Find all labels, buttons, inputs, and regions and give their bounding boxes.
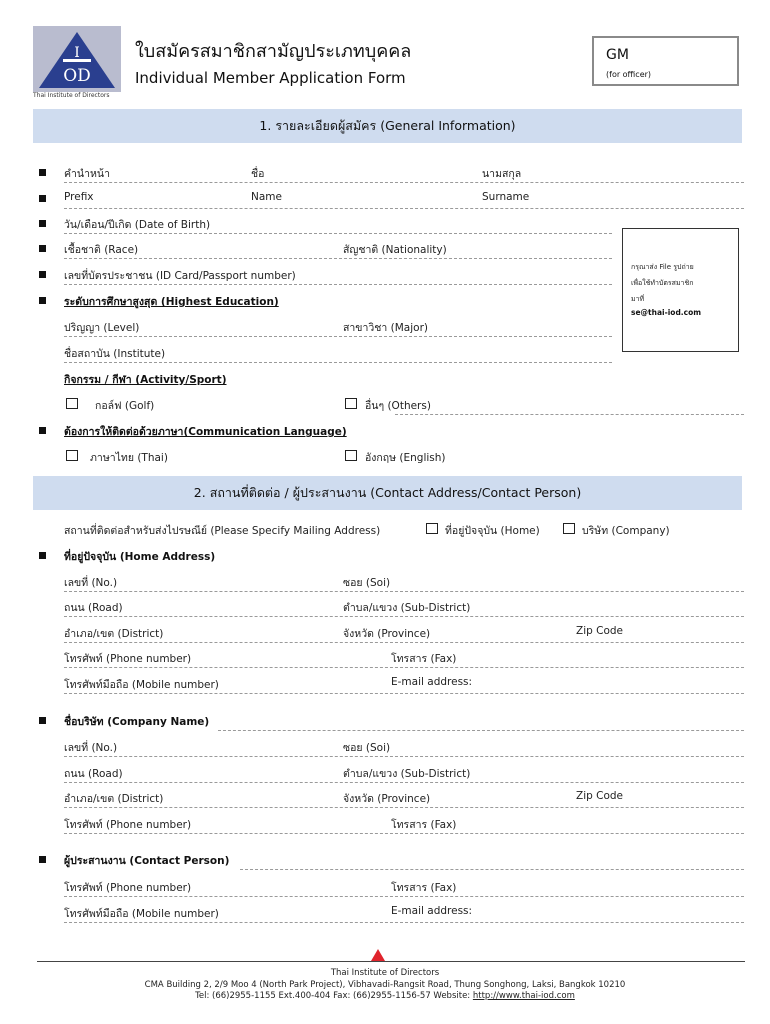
bullet xyxy=(39,427,46,434)
home-subdistrict-label: ตำบล/แขวง (Sub-District) xyxy=(343,602,471,614)
contact-phone-field[interactable] xyxy=(64,896,744,897)
company-phone-field[interactable] xyxy=(64,833,744,834)
bullet xyxy=(39,271,46,278)
golf-checkbox[interactable] xyxy=(66,398,78,409)
photo-email: se@thai-iod.com xyxy=(631,308,702,317)
bullet xyxy=(39,717,46,724)
dob-label: วัน/เดือน/ปีเกิด (Date of Birth) xyxy=(64,219,211,231)
officer-code: GM xyxy=(606,47,629,63)
section-2-header: 2. สถานที่ติดต่อ / ผู้ประสานงาน (Contact Address/Contact Person) xyxy=(33,476,742,510)
thai-name-field[interactable] xyxy=(64,182,744,183)
prefix-en-label: Prefix xyxy=(64,191,94,203)
company-name-heading: ชื่อบริษัท (Company Name) xyxy=(64,716,210,728)
photo-note-line-3: มาที่ xyxy=(631,295,645,303)
activity-heading: กิจกรรม / กีฬา (Activity/Sport) xyxy=(64,374,227,386)
photo-note-line-2: เพื่อใช้ทำบัตรสมาชิก xyxy=(631,279,694,287)
contact-phone-label: โทรศัพท์ (Phone number) xyxy=(64,882,192,894)
company-subdistrict-label: ตำบล/แขวง (Sub-District) xyxy=(343,768,471,780)
home-soi-label: ซอย (Soi) xyxy=(343,577,391,589)
id-card-field[interactable] xyxy=(64,284,612,285)
bullet xyxy=(39,195,46,202)
level-major-field[interactable] xyxy=(64,336,612,337)
company-road-label: ถนน (Road) xyxy=(64,768,123,780)
institute-label: ชื่อสถาบัน (Institute) xyxy=(64,348,166,360)
contact-mobile-label: โทรศัพท์มือถือ (Mobile number) xyxy=(64,908,219,920)
home-province-label: จังหวัด (Province) xyxy=(343,628,431,640)
home-phone-label: โทรศัพท์ (Phone number) xyxy=(64,653,192,665)
surname-th-label: นามสกุล xyxy=(482,168,522,180)
home-mobile-label: โทรศัพท์มือถือ (Mobile number) xyxy=(64,679,219,691)
section-1-header: 1. รายละเอียดผู้สมัคร (General Information) xyxy=(33,109,742,143)
others-checkbox[interactable] xyxy=(345,398,357,409)
thai-checkbox[interactable] xyxy=(66,450,78,461)
home-no-label: เลขที่ (No.) xyxy=(64,577,118,589)
english-name-field[interactable] xyxy=(64,208,744,209)
prefix-th-label: คำนำหน้า xyxy=(64,168,110,180)
company-name-field[interactable] xyxy=(218,730,744,731)
others-field[interactable] xyxy=(395,414,744,415)
dob-field[interactable] xyxy=(64,233,612,234)
officer-box xyxy=(592,36,739,86)
logo-caption: Thai Institute of Directors xyxy=(33,92,110,99)
company-province-label: จังหวัด (Province) xyxy=(343,793,431,805)
footer-divider xyxy=(37,961,745,962)
contact-fax-label: โทรสาร (Fax) xyxy=(391,882,457,894)
officer-note: (for officer) xyxy=(606,70,652,79)
company-district-label: อำเภอ/เขต (District) xyxy=(64,793,164,805)
company-phone-label: โทรศัพท์ (Phone number) xyxy=(64,819,192,831)
iod-logo xyxy=(33,26,121,92)
company-no-soi-field[interactable] xyxy=(64,756,744,757)
mailing-prompt: สถานที่ติดต่อสำหรับส่งไปรษณีย์ (Please Specify Mailing Address) xyxy=(64,525,381,537)
surname-en-label: Surname xyxy=(482,191,530,203)
education-heading: ระดับการศึกษาสูงสุด (Highest Education) xyxy=(64,296,279,308)
contact-person-heading: ผู้ประสานงาน (Contact Person) xyxy=(64,855,230,867)
photo-instruction-box xyxy=(622,228,739,352)
footer-org: Thai Institute of Directors xyxy=(330,968,440,978)
race-nationality-field[interactable] xyxy=(64,258,612,259)
bullet xyxy=(39,856,46,863)
form-title-thai: ใบสมัครสมาชิกสามัญประเภทบุคคล xyxy=(135,41,412,62)
company-soi-label: ซอย (Soi) xyxy=(343,742,391,754)
mailing-company-checkbox[interactable] xyxy=(563,523,575,534)
home-zip-label: Zip Code xyxy=(576,625,623,637)
institute-field[interactable] xyxy=(64,362,612,363)
others-label: อื่นๆ (Others) xyxy=(365,400,431,412)
iod-logo-mark xyxy=(33,26,121,92)
home-mobile-field[interactable] xyxy=(64,693,744,694)
id-card-label: เลขที่บัตรประชาชน (ID Card/Passport number) xyxy=(64,270,296,282)
company-road-field[interactable] xyxy=(64,782,744,783)
company-fax-label: โทรสาร (Fax) xyxy=(391,819,457,831)
bullet xyxy=(39,220,46,227)
footer-marker-icon xyxy=(371,949,385,961)
mailing-company-label: บริษัท (Company) xyxy=(582,525,670,537)
mailing-home-checkbox[interactable] xyxy=(426,523,438,534)
logo-letter-i: I xyxy=(74,45,80,61)
english-label: อังกฤษ (English) xyxy=(365,452,446,464)
photo-note-line-1: กรุณาส่ง File รูปถ่าย xyxy=(631,263,694,271)
footer-website-link[interactable]: http://www.thai-iod.com xyxy=(472,991,575,1001)
contact-email-label: E-mail address: xyxy=(391,905,473,917)
thai-label: ภาษาไทย (Thai) xyxy=(90,452,168,464)
bullet xyxy=(39,297,46,304)
english-checkbox[interactable] xyxy=(345,450,357,461)
footer-contact xyxy=(0,991,770,1001)
company-no-label: เลขที่ (No.) xyxy=(64,742,118,754)
home-email-label: E-mail address: xyxy=(391,676,473,688)
home-district-field[interactable] xyxy=(64,642,744,643)
home-district-label: อำเภอ/เขต (District) xyxy=(64,628,164,640)
contact-person-field[interactable] xyxy=(240,869,744,870)
race-label: เชื้อชาติ (Race) xyxy=(64,244,139,256)
name-th-label: ชื่อ xyxy=(251,168,265,180)
bullet xyxy=(39,169,46,176)
level-label: ปริญญา (Level) xyxy=(64,322,140,334)
bullet xyxy=(39,245,46,252)
home-no-soi-field[interactable] xyxy=(64,591,744,592)
golf-label: กอล์ฟ (Golf) xyxy=(95,400,155,412)
form-title-english: Individual Member Application Form xyxy=(135,69,406,87)
home-road-label: ถนน (Road) xyxy=(64,602,123,614)
footer-contact-text: Tel: (66)2955-1155 Ext.400-404 Fax: (66)2955-1156-57 Website: xyxy=(195,991,473,1001)
company-zip-label: Zip Code xyxy=(576,790,623,802)
nationality-label: สัญชาติ (Nationality) xyxy=(343,244,447,256)
contact-mobile-field[interactable] xyxy=(64,922,744,923)
home-road-field[interactable] xyxy=(64,616,744,617)
company-district-field[interactable] xyxy=(64,807,744,808)
footer-address: CMA Building 2, 2/9 Moo 4 (North Park Project), Vibhavadi-Rangsit Road, Thung Songhong, Laksi, Bangkok 10210 xyxy=(144,980,626,990)
major-label: สาขาวิชา (Major) xyxy=(343,322,428,334)
home-fax-label: โทรสาร (Fax) xyxy=(391,653,457,665)
name-en-label: Name xyxy=(251,191,282,203)
mailing-home-label: ที่อยู่ปัจจุบัน (Home) xyxy=(445,525,540,537)
home-phone-field[interactable] xyxy=(64,667,744,668)
logo-letters-od: OD xyxy=(63,66,91,86)
bullet xyxy=(39,552,46,559)
home-address-heading: ที่อยู่ปัจจุบัน (Home Address) xyxy=(64,551,216,563)
language-heading: ต้องการให้ติดต่อด้วยภาษา(Communication Language) xyxy=(64,426,347,438)
